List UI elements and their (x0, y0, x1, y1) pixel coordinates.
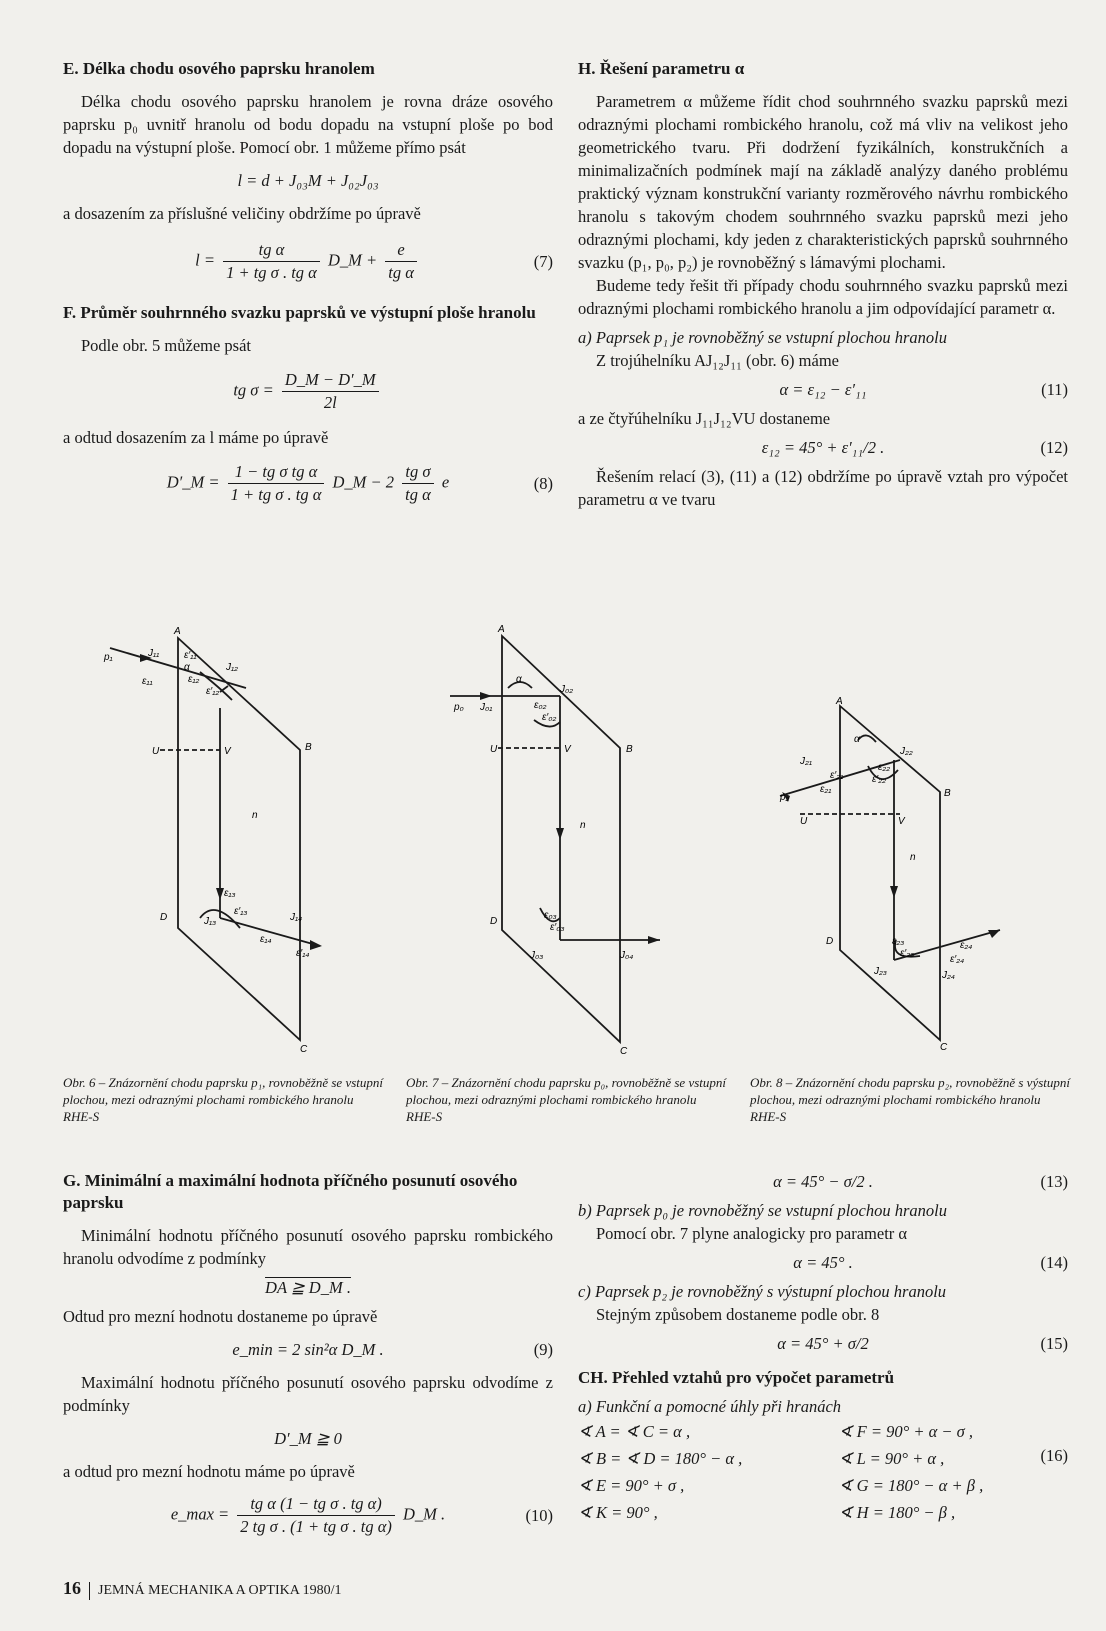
eq10-den: 2 tg σ . (1 + tg σ . tg α) (240, 1517, 392, 1536)
equation-13 (578, 1170, 1068, 1193)
angles-table-wrap (578, 1418, 1068, 1526)
equation-9 (63, 1338, 553, 1361)
label-u: U (490, 744, 498, 755)
label-e14p: ε′₁₄ (296, 948, 310, 959)
label-n: n (252, 810, 258, 821)
case-b-paragraph: Pomocí obr. 7 plyne analogicky pro parametr α (596, 1224, 908, 1243)
eqa-fraction (282, 369, 379, 414)
right-column-bottom (578, 1170, 1068, 1526)
section-f-paragraph-2: a odtud dosazením za l máme po úpravě (63, 428, 329, 447)
equation-14 (578, 1251, 1068, 1274)
label-j04: J₀₄ (620, 950, 634, 961)
equation-15 (578, 1332, 1068, 1355)
eq10-fraction (237, 1493, 395, 1538)
label-n: n (580, 820, 586, 831)
case-b-heading: b) Paprsek p₀ je rovnoběžný se vstupní plochou hranolu (578, 1201, 947, 1220)
section-e-title: E. Délka chodu osového paprsku hranolem (63, 59, 375, 78)
label-c: C (300, 1044, 308, 1055)
label-j02: J₀₂ (560, 684, 574, 695)
caption-figure-8: Obr. 8 – Znázornění chodu paprsku p₂, rovnoběžně s výstupní plochou, mezi odraznými plochami rombického hranolu RHE-S (750, 1075, 1070, 1124)
label-b: B (305, 742, 312, 753)
eq10-num: tg α (1 − tg σ . tg α) (237, 1493, 395, 1516)
eq14-body: α = 45° . (793, 1253, 853, 1272)
section-e-paragraph-2: a dosazením za příslušné veličiny obdržíme po úpravě (63, 204, 421, 223)
table-row (578, 1499, 1068, 1526)
journal-name: JEMNÁ MECHANIKA A OPTIKA 1980/1 (98, 1583, 342, 1598)
eq-dm-body: D′_M ≧ 0 (274, 1429, 342, 1448)
eq9-number: (9) (533, 1340, 553, 1359)
eq8-den-2: tg α (405, 485, 431, 504)
angle-cell: ∢ F = 90° + α − σ , (838, 1422, 974, 1441)
eq8-num-2: tg σ (402, 461, 434, 484)
section-g-paragraph-2: Odtud pro mezní hodnotu dostaneme po úpravě (63, 1307, 378, 1326)
section-g-title: G. Minimální a maximální hodnota příčného posunutí osového paprsku (63, 1171, 518, 1212)
eqa-lhs: tg σ = (233, 380, 274, 400)
section-g-paragraph-3: Maximální hodnotu příčného posunutí osového paprsku odvodíme z podmínky (63, 1373, 553, 1415)
label-u: U (800, 816, 808, 827)
label-e21: ε₂₁ (820, 784, 832, 795)
label-e13: ε₁₃ (224, 888, 236, 899)
label-e23p: ε′₂₃ (900, 948, 915, 959)
label-j01: J₀₁ (480, 702, 493, 713)
case-c-paragraph: Stejným způsobem dostaneme podle obr. 8 (596, 1305, 880, 1324)
eq7-fraction-1 (223, 239, 320, 284)
label-e02p: ε′₀₂ (542, 712, 557, 723)
right-column-top (578, 58, 1068, 511)
eq-da-body: DA ≧ D_M . (265, 1278, 351, 1297)
label-j12: J₁₂ (226, 662, 238, 673)
angle-cell: ∢ E = 90° + σ , (578, 1476, 685, 1495)
label-d: D (490, 916, 498, 927)
label-alpha: α (184, 662, 190, 673)
section-h-title: H. Řešení parametru α (578, 59, 745, 78)
label-e22p: ε′₂₂ (872, 774, 886, 785)
label-p1: p₁ (104, 652, 113, 663)
table-row (578, 1445, 1068, 1472)
label-a: A (836, 696, 843, 707)
eq8-end: e (441, 472, 450, 492)
equation-7 (63, 239, 553, 284)
label-v: V (898, 816, 905, 827)
eq8-num-1: 1 − tg σ tg α (228, 461, 325, 484)
angle-cell: ∢ A = ∢ C = α , (578, 1422, 691, 1441)
label-j11: J₁₁ (148, 648, 160, 659)
eq13-number: (13) (1040, 1172, 1068, 1191)
table-row (578, 1418, 1068, 1445)
caption-figure-6: Obr. 6 – Znázornění chodu paprsku p₁, rovnoběžně se vstupní plochou, mezi odraznými plochami rombického hranolu RHE-S (63, 1075, 383, 1124)
equation-tg-sigma (63, 369, 553, 414)
label-e22: ε₂₂ (878, 762, 891, 773)
eq11-body: α = ε₁₂ − ε′₁₁ (779, 380, 867, 399)
eq15-number: (15) (1040, 1334, 1068, 1353)
section-g-paragraph-1: Minimální hodnotu příčného posunutí osového paprsku rombického hranolu odvodíme z podmínky (63, 1226, 553, 1268)
equation-da (63, 1276, 553, 1299)
label-u: U (152, 746, 160, 757)
label-p2: p₂ (780, 792, 790, 803)
prism-outline (840, 706, 940, 1040)
section-h-paragraph-1: Parametrem α můžeme řídit chod souhrnného svazku paprsků mezi odraznými plochami rombického hranolu, což má vliv na velikost jeho geometrického tvaru. Při dodržení fyzikálních, konstrukčních a minimalizačních podmínek mají na základě analýzy daného problému praktický význam konstrukční varianty rozměrového návrhu rombického hranolu s takovým chodem souhrnného svazku paprsků mezi jeho odraznými plochami, kdy jeden z charakteristických paprsků souhrnného svazku (p₁, p₀, p₂) je rovnoběžný s lámavými plochami. (578, 92, 1068, 272)
label-d: D (826, 936, 834, 947)
figure-6-diagram (100, 626, 350, 1055)
label-j03: J₀₃ (530, 950, 544, 961)
figure-8-diagram (780, 696, 1050, 1053)
label-e03p: ε′₀₃ (550, 922, 565, 933)
eqa-num: D_M − D′_M (282, 369, 379, 392)
section-f-title: F. Průměr souhrnného svazku paprsků ve výstupní ploše hranolu (63, 303, 536, 322)
case-c-heading: c) Paprsek p₂ je rovnoběžný s výstupní plochou hranolu (578, 1282, 947, 1301)
angle-cell: ∢ L = 90° + α , (838, 1449, 945, 1468)
eqa-den: 2l (323, 393, 337, 412)
page-footer (63, 1578, 341, 1600)
label-e23: ε₂₃ (892, 936, 905, 947)
eq10-lhs: e_max = (170, 1504, 230, 1524)
angle-cell: ∢ G = 180° − α + β , (838, 1476, 984, 1495)
figure-7-diagram (450, 624, 690, 1057)
equation-dm-condition (63, 1427, 553, 1450)
label-e02: ε₀₂ (534, 700, 547, 711)
label-j24: J₂₄ (942, 970, 955, 981)
section-f-paragraph-1: Podle obr. 5 můžeme psát (81, 336, 252, 355)
label-alpha: α (854, 734, 860, 745)
label-e11p: ε′₁₁ (184, 650, 197, 661)
label-e14: ε₁₄ (260, 934, 272, 945)
section-h-paragraph-2: Budeme tedy řešit tři případy chodu souhrnného svazku paprsků mezi odraznými plochami rombického hranolu a jim odpovídající parametr α. (578, 276, 1068, 318)
label-e03: ε₀₃ (544, 910, 557, 921)
eq7-mid: D_M + (327, 250, 378, 270)
label-v: V (224, 746, 231, 757)
eq11-number: (11) (1041, 380, 1068, 399)
left-column-top (63, 58, 553, 518)
label-e12p: ε′₁₂ (206, 686, 220, 697)
label-alpha: α (516, 674, 522, 685)
label-p0: p₀ (454, 702, 464, 713)
label-d: D (160, 912, 168, 923)
label-j22: J₂₂ (900, 746, 913, 757)
equation-8 (63, 461, 553, 506)
equation-12 (578, 436, 1068, 459)
eq8-number: (8) (533, 474, 553, 493)
label-j21: J₂₁ (800, 756, 812, 767)
label-c: C (940, 1042, 948, 1053)
eq13-body: α = 45° − σ/2 . (773, 1172, 873, 1191)
page-number: 16 (63, 1578, 81, 1598)
label-n: n (910, 852, 916, 863)
equation-11 (578, 378, 1068, 401)
case-a-paragraph-2: a ze čtyřúhelníku J₁₁J₁₂VU dostaneme (578, 409, 831, 428)
eq8-fraction-1 (228, 461, 325, 506)
section-e-paragraph-1: Délka chodu osového paprsku hranolem je rovna dráze osového paprsku p₀ uvnitř hranolu od bodu dopadu na vstupní ploše po bod dopadu na výstupní ploše. Pomocí obr. 1 můžeme přímo psát (63, 92, 553, 157)
eq7-den-1: 1 + tg σ . tg α (226, 263, 317, 282)
eq7-fraction-2 (385, 239, 417, 284)
angle-cell: ∢ K = 90° , (578, 1503, 658, 1522)
eq8-mid: D_M − 2 (332, 472, 395, 492)
eq8-lhs: D′_M = (166, 472, 220, 492)
label-e24p: ε′₂₄ (950, 954, 965, 965)
eq7-num-2: e (385, 239, 417, 262)
label-e11: ε₁₁ (142, 676, 153, 687)
eq10-number: (10) (525, 1506, 553, 1525)
angle-cell: ∢ H = 180° − β , (838, 1503, 956, 1522)
equation-l-sum: l = d + J₀₃M + J₀₂J₀₃ (237, 171, 379, 190)
eq7-num-1: tg α (223, 239, 320, 262)
eq14-number: (14) (1040, 1253, 1068, 1272)
label-a: A (498, 624, 505, 635)
label-a: A (174, 626, 181, 637)
label-e12: ε₁₂ (188, 674, 200, 685)
label-e13p: ε′₁₃ (234, 906, 248, 917)
eq16-number: (16) (1040, 1446, 1068, 1465)
eq7-lhs: l = (195, 250, 215, 270)
left-column-bottom (63, 1170, 553, 1548)
case-a-paragraph: Z trojúhelníku AJ₁₂J₁₁ (obr. 6) máme (596, 351, 839, 370)
label-j13: J₁₃ (204, 916, 217, 927)
section-ch-title: CH. Přehled vztahů pro výpočet parametrů (578, 1368, 895, 1387)
case-a-heading: a) Paprsek p₁ je rovnoběžný se vstupní plochou hranolu (578, 328, 947, 347)
eq9-body: e_min = 2 sin²α D_M . (232, 1340, 384, 1359)
ch-a-heading: a) Funkční a pomocné úhly při hranách (578, 1397, 842, 1416)
angles-table (578, 1418, 1068, 1526)
eq15-body: α = 45° + σ/2 (777, 1334, 869, 1353)
footer-divider (89, 1582, 90, 1600)
eq10-end: D_M . (402, 1504, 446, 1524)
equation-10 (63, 1493, 553, 1538)
eq8-den-1: 1 + tg σ . tg α (230, 485, 322, 504)
caption-figure-7: Obr. 7 – Znázornění chodu paprsku p₀, rovnoběžně se vstupní plochou, mezi odraznými plochami rombického hranolu RHE-S (406, 1075, 726, 1124)
table-row (578, 1472, 1068, 1499)
label-b: B (626, 744, 633, 755)
case-a-paragraph-3: Řešením relací (3), (11) a (12) obdržíme po úpravě vztah pro výpočet parametru α ve tvaru (578, 467, 1068, 509)
eq8-fraction-2 (402, 461, 434, 506)
label-e21p: ε′₂₁ (830, 770, 844, 781)
label-b: B (944, 788, 951, 799)
angle-cell: ∢ B = ∢ D = 180° − α , (578, 1449, 743, 1468)
eq12-body: ε₁₂ = 45° + ε′₁₁/2 . (761, 438, 885, 457)
prism-outline (502, 636, 620, 1042)
eq12-number: (12) (1040, 438, 1068, 457)
label-v: V (564, 744, 571, 755)
label-j23: J₂₃ (874, 966, 887, 977)
label-c: C (620, 1046, 628, 1057)
section-g-paragraph-4: a odtud pro mezní hodnotu máme po úpravě (63, 1462, 355, 1481)
label-e24: ε₂₄ (960, 940, 973, 951)
eq7-number: (7) (533, 252, 553, 271)
label-j14: J₁₄ (290, 912, 303, 923)
eq7-den-2: tg α (388, 263, 414, 282)
